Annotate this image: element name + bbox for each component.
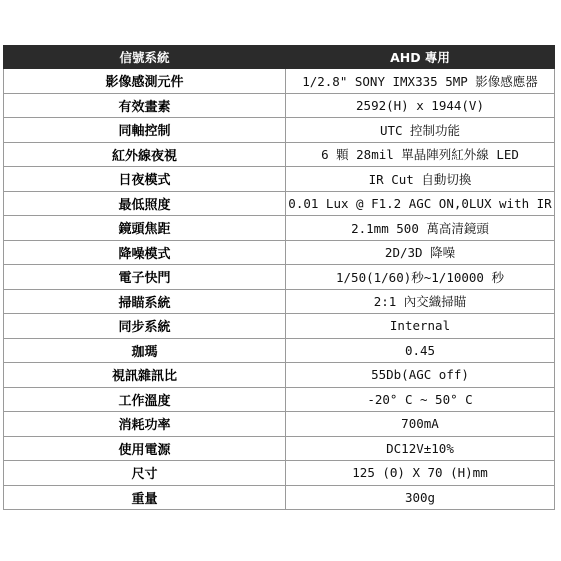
spec-value-lens-focal: 2.1mm 500 萬高清鏡頭 bbox=[286, 216, 555, 241]
spec-label-electronic-shutter: 電子快門 bbox=[4, 265, 286, 290]
table-row bbox=[4, 93, 555, 118]
header-signal-system: 信號系統 bbox=[4, 46, 286, 69]
spec-label-scanning-system: 掃瞄系統 bbox=[4, 289, 286, 314]
spec-value-weight: 300g bbox=[286, 485, 555, 510]
spec-label-power-supply: 使用電源 bbox=[4, 436, 286, 461]
spec-value-dimensions: 125 (Θ) X 70 (H)mm bbox=[286, 461, 555, 486]
spec-value-snr: 55Db(AGC off) bbox=[286, 363, 555, 388]
table-row bbox=[4, 436, 555, 461]
spec-label-coaxial-control: 同軸控制 bbox=[4, 118, 286, 143]
table-row bbox=[4, 265, 555, 290]
table-row bbox=[4, 387, 555, 412]
table-row bbox=[4, 314, 555, 339]
table-row bbox=[4, 216, 555, 241]
spec-value-sync-system: Internal bbox=[286, 314, 555, 339]
table-row bbox=[4, 167, 555, 192]
spec-value-coaxial-control: UTC 控制功能 bbox=[286, 118, 555, 143]
spec-value-power-consumption: 700mA bbox=[286, 412, 555, 437]
spec-value-electronic-shutter: 1/50(1/60)秒~1/10000 秒 bbox=[286, 265, 555, 290]
spec-value-image-sensor: 1/2.8" SONY IMX335 5MP 影像感應器 bbox=[286, 69, 555, 94]
spec-value-ir-night-vision: 6 顆 28mil 單晶陣列紅外線 LED bbox=[286, 142, 555, 167]
spec-label-operating-temp: 工作溫度 bbox=[4, 387, 286, 412]
spec-label-power-consumption: 消耗功率 bbox=[4, 412, 286, 437]
spec-value-scanning-system: 2:1 內交織掃瞄 bbox=[286, 289, 555, 314]
table-row bbox=[4, 289, 555, 314]
spec-table bbox=[3, 45, 555, 510]
table-row bbox=[4, 191, 555, 216]
spec-value-effective-pixels: 2592(H) x 1944(V) bbox=[286, 93, 555, 118]
spec-value-gamma: 0.45 bbox=[286, 338, 555, 363]
header-ahd-only: AHD 專用 bbox=[286, 46, 555, 69]
table-header-row bbox=[4, 46, 555, 69]
spec-rows bbox=[4, 69, 555, 510]
table-row bbox=[4, 240, 555, 265]
table-row bbox=[4, 485, 555, 510]
spec-value-operating-temp: -20° C ~ 50° C bbox=[286, 387, 555, 412]
table-row bbox=[4, 69, 555, 94]
spec-label-image-sensor: 影像感測元件 bbox=[4, 69, 286, 94]
spec-label-sync-system: 同步系統 bbox=[4, 314, 286, 339]
table-row bbox=[4, 363, 555, 388]
spec-label-noise-reduction: 降噪模式 bbox=[4, 240, 286, 265]
spec-label-effective-pixels: 有效畫素 bbox=[4, 93, 286, 118]
table-row bbox=[4, 118, 555, 143]
spec-label-lens-focal: 鏡頭焦距 bbox=[4, 216, 286, 241]
table-row bbox=[4, 412, 555, 437]
spec-label-min-illumination: 最低照度 bbox=[4, 191, 286, 216]
spec-label-dimensions: 尺寸 bbox=[4, 461, 286, 486]
spec-value-noise-reduction: 2D/3D 降噪 bbox=[286, 240, 555, 265]
spec-value-min-illumination: 0.01 Lux @ F1.2 AGC ON,0LUX with IR bbox=[286, 191, 555, 216]
table-row bbox=[4, 338, 555, 363]
spec-label-weight: 重量 bbox=[4, 485, 286, 510]
spec-label-ir-night-vision: 紅外線夜視 bbox=[4, 142, 286, 167]
spec-value-day-night-mode: IR Cut 自動切換 bbox=[286, 167, 555, 192]
spec-value-power-supply: DC12V±10% bbox=[286, 436, 555, 461]
table-row bbox=[4, 461, 555, 486]
table-row bbox=[4, 142, 555, 167]
spec-label-gamma: 珈瑪 bbox=[4, 338, 286, 363]
spec-label-day-night-mode: 日夜模式 bbox=[4, 167, 286, 192]
spec-label-snr: 視訊雜訊比 bbox=[4, 363, 286, 388]
